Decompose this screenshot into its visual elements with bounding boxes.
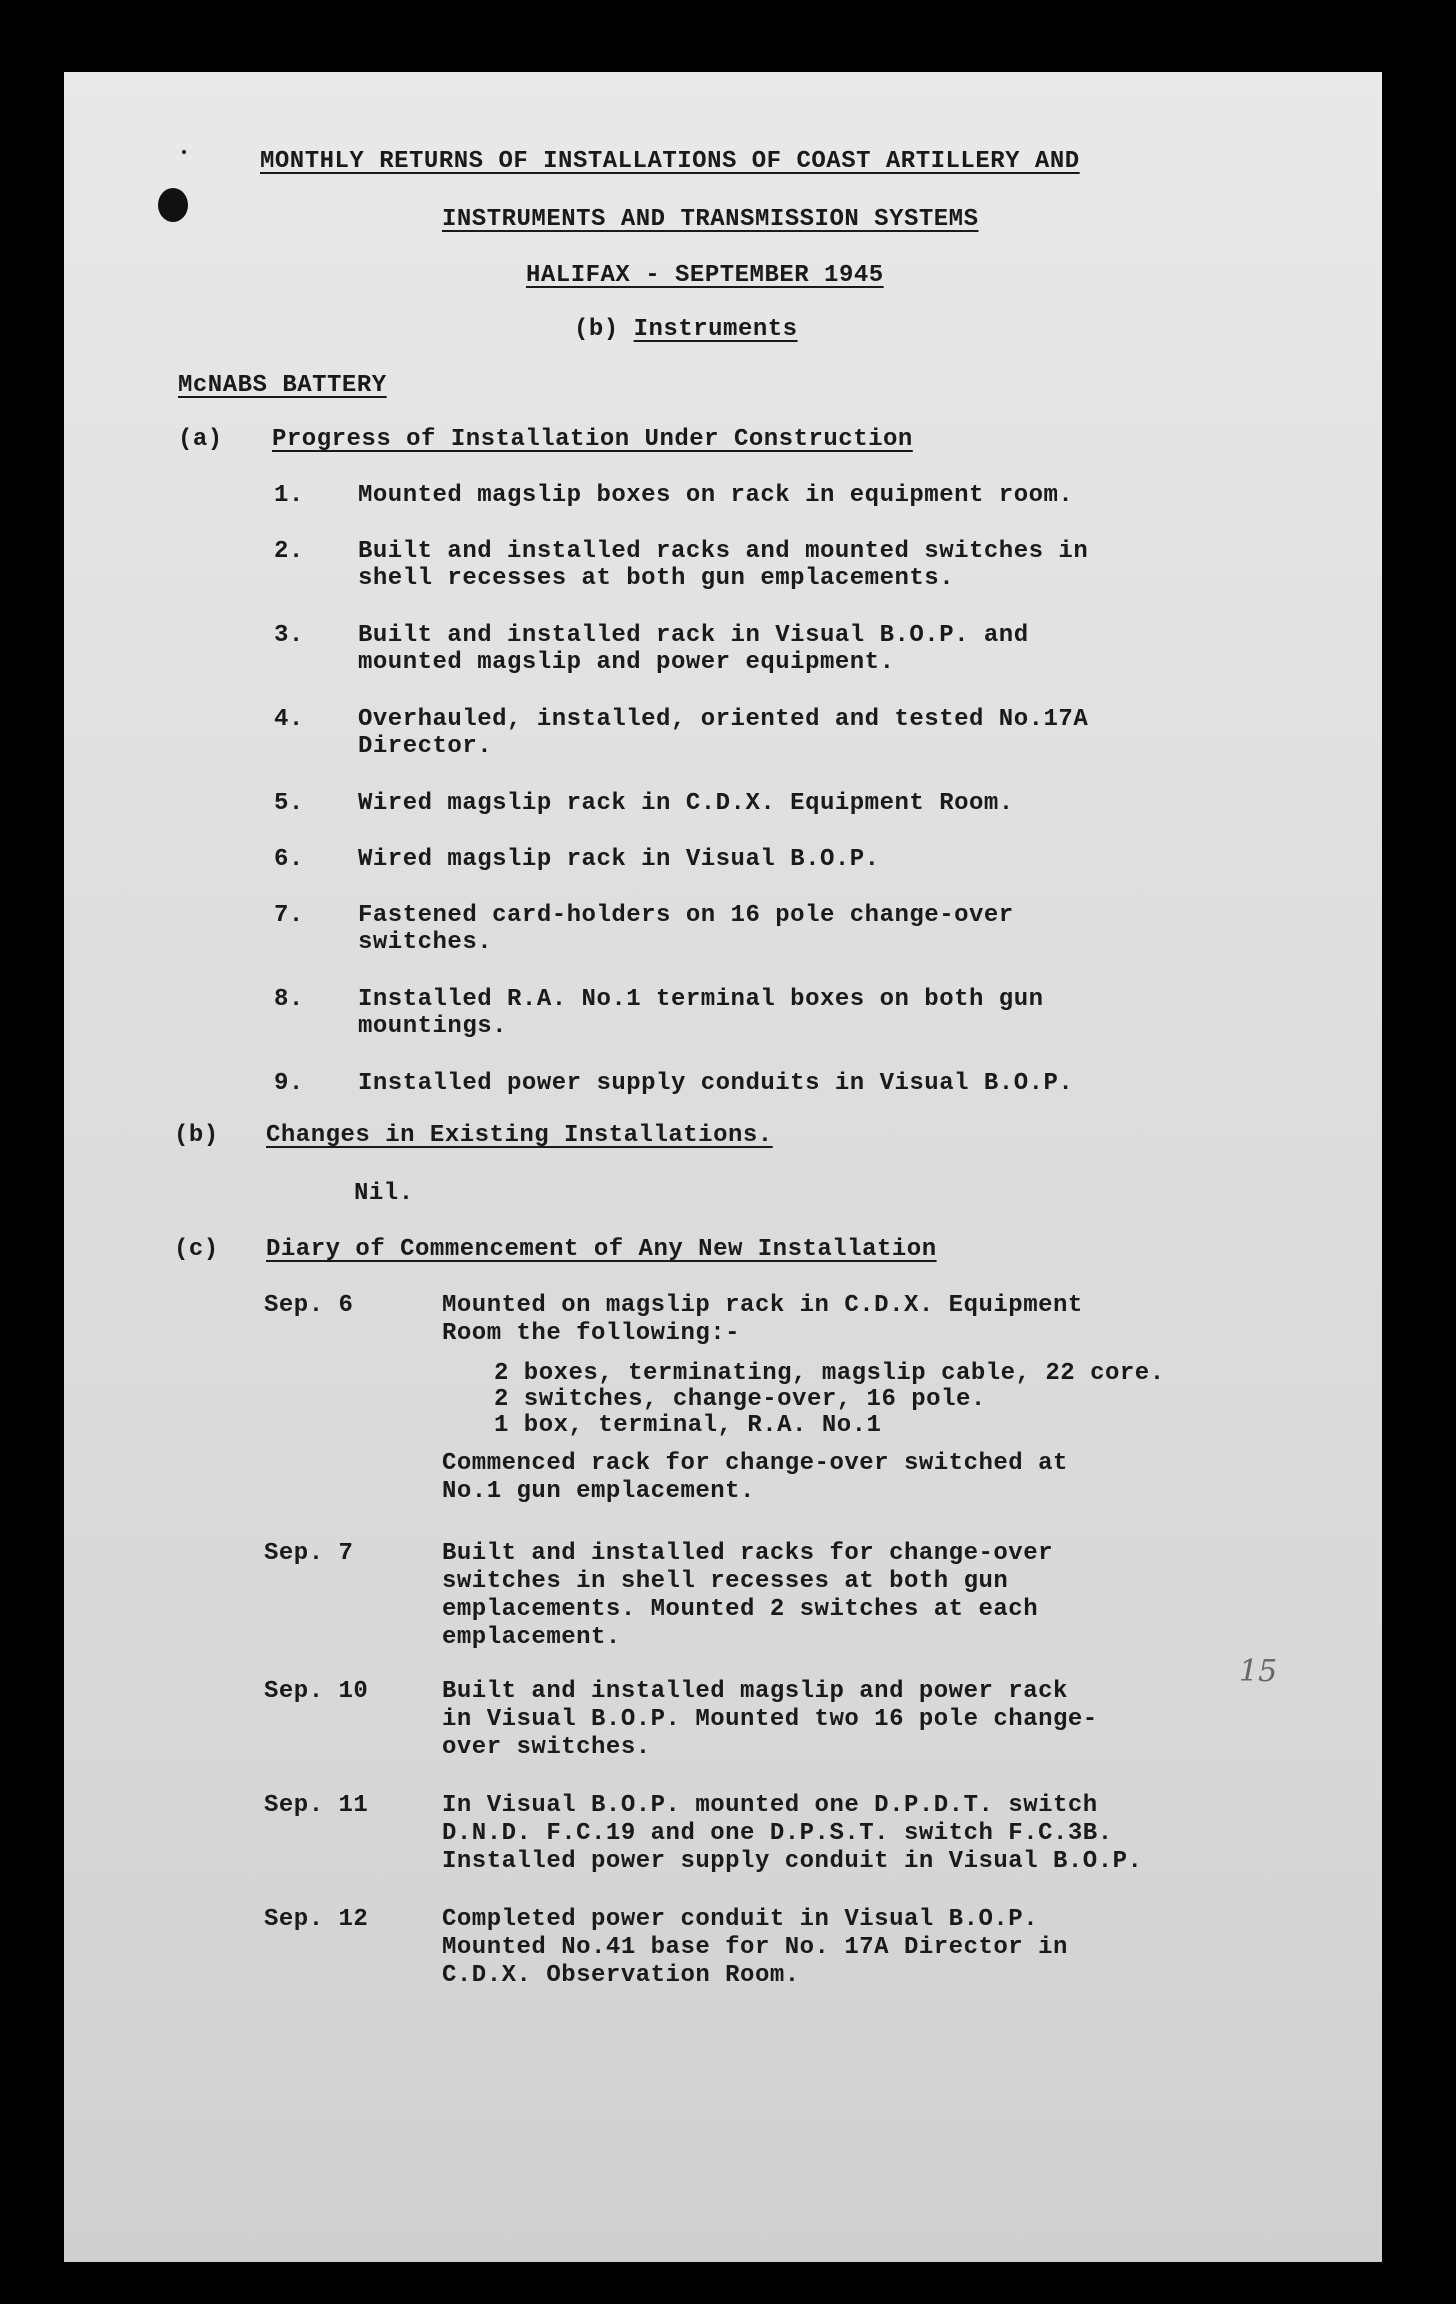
diary-text: Installed power supply conduit in Visual B.O.P. bbox=[442, 1848, 1143, 1875]
progress-item-number: 5. bbox=[274, 790, 304, 817]
battery-heading: McNABS BATTERY bbox=[178, 372, 387, 399]
diary-date: Sep. 10 bbox=[264, 1678, 369, 1705]
diary-text: In Visual B.O.P. mounted one D.P.D.T. switch bbox=[442, 1792, 1098, 1819]
margin-pencil-note: 15 bbox=[1239, 1654, 1278, 1689]
diary-date: Sep. 7 bbox=[264, 1540, 354, 1567]
diary-date: Sep. 12 bbox=[264, 1906, 369, 1933]
diary-text: emplacements. Mounted 2 switches at each bbox=[442, 1596, 1039, 1623]
diary-date: Sep. 11 bbox=[264, 1792, 369, 1819]
progress-item-text: Overhauled, installed, oriented and tested No.17A bbox=[358, 706, 1089, 733]
progress-item-number: 1. bbox=[274, 482, 304, 509]
progress-item-number: 4. bbox=[274, 706, 304, 733]
progress-item-number: 6. bbox=[274, 846, 304, 873]
progress-item-text: switches. bbox=[358, 929, 493, 956]
document-page bbox=[64, 72, 1382, 2262]
progress-item-text: Wired magslip rack in Visual B.O.P. bbox=[358, 846, 880, 873]
diary-subitem: 1 box, terminal, R.A. No.1 bbox=[494, 1412, 882, 1439]
progress-item-text: shell recesses at both gun emplacements. bbox=[358, 565, 955, 592]
diary-text: Mounted No.41 base for No. 17A Director in bbox=[442, 1934, 1068, 1961]
section-b-label: (b) bbox=[174, 1122, 219, 1149]
progress-item-text: Wired magslip rack in C.D.X. Equipment Room. bbox=[358, 790, 1014, 817]
progress-item-text: Built and installed rack in Visual B.O.P. and bbox=[358, 622, 1029, 649]
section-a-title: Progress of Installation Under Construction bbox=[272, 426, 913, 453]
progress-item-number: 3. bbox=[274, 622, 304, 649]
diary-text: No.1 gun emplacement. bbox=[442, 1478, 755, 1505]
diary-text: switches in shell recesses at both gun bbox=[442, 1568, 1009, 1595]
progress-item-text: Installed power supply conduits in Visual B.O.P. bbox=[358, 1070, 1074, 1097]
progress-item-number: 9. bbox=[274, 1070, 304, 1097]
diary-text: Mounted on magslip rack in C.D.X. Equipment bbox=[442, 1292, 1083, 1319]
progress-item-number: 7. bbox=[274, 902, 304, 929]
doc-title-line1: MONTHLY RETURNS OF INSTALLATIONS OF COAST ARTILLERY AND bbox=[260, 148, 1080, 175]
doc-subtitle-text: Instruments bbox=[633, 316, 798, 343]
section-c-title: Diary of Commencement of Any New Installation bbox=[266, 1236, 937, 1263]
diary-date: Sep. 6 bbox=[264, 1292, 354, 1319]
diary-subitem: 2 boxes, terminating, magslip cable, 22 core. bbox=[494, 1360, 1165, 1387]
progress-item-text: mounted magslip and power equipment. bbox=[358, 649, 895, 676]
progress-item-text: Fastened card-holders on 16 pole change-over bbox=[358, 902, 1014, 929]
punch-hole-mark bbox=[158, 188, 188, 222]
section-b-body: Nil. bbox=[354, 1180, 414, 1207]
diary-subitem: 2 switches, change-over, 16 pole. bbox=[494, 1386, 986, 1413]
diary-text: Commenced rack for change-over switched at bbox=[442, 1450, 1068, 1477]
diary-text: over switches. bbox=[442, 1734, 651, 1761]
doc-subtitle-prefix: (b) bbox=[574, 316, 619, 343]
diary-text: emplacement. bbox=[442, 1624, 621, 1651]
diary-text: Completed power conduit in Visual B.O.P. bbox=[442, 1906, 1039, 1933]
diary-text: D.N.D. F.C.19 and one D.P.S.T. switch F.C.3B. bbox=[442, 1820, 1113, 1847]
doc-title-line2: INSTRUMENTS AND TRANSMISSION SYSTEMS bbox=[442, 206, 979, 233]
section-a-label: (a) bbox=[178, 426, 223, 453]
progress-item-text: Director. bbox=[358, 733, 493, 760]
diary-text: in Visual B.O.P. Mounted two 16 pole change- bbox=[442, 1706, 1098, 1733]
section-b-title: Changes in Existing Installations. bbox=[266, 1122, 773, 1149]
ink-speck bbox=[182, 150, 186, 154]
doc-title-line3: HALIFAX - SEPTEMBER 1945 bbox=[526, 262, 884, 289]
progress-item-number: 8. bbox=[274, 986, 304, 1013]
diary-text: Built and installed magslip and power rack bbox=[442, 1678, 1068, 1705]
progress-item-text: Installed R.A. No.1 terminal boxes on both gun bbox=[358, 986, 1044, 1013]
section-c-label: (c) bbox=[174, 1236, 219, 1263]
progress-item-number: 2. bbox=[274, 538, 304, 565]
progress-item-text: Built and installed racks and mounted switches in bbox=[358, 538, 1089, 565]
diary-text: Built and installed racks for change-over bbox=[442, 1540, 1053, 1567]
diary-text: C.D.X. Observation Room. bbox=[442, 1962, 800, 1989]
progress-item-text: Mounted magslip boxes on rack in equipment room. bbox=[358, 482, 1074, 509]
doc-subtitle bbox=[574, 316, 798, 344]
progress-item-text: mountings. bbox=[358, 1013, 508, 1040]
diary-text: Room the following:- bbox=[442, 1320, 741, 1347]
